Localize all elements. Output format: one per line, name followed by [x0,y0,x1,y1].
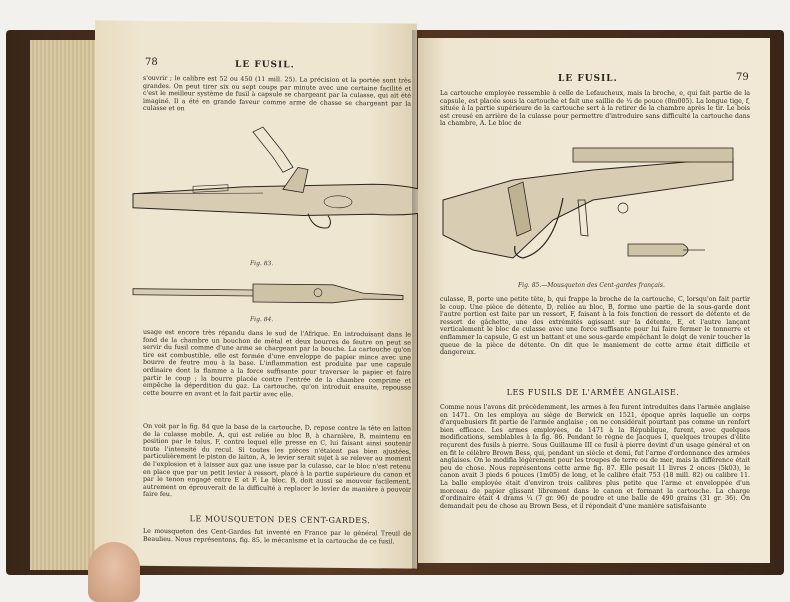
fig85-caption: Fig. 85.—Mousqueton des Cent-gardes français. [518,282,665,289]
running-head: LE FUSIL. [558,74,618,84]
paragraph-bottom: Comme nous l'avons dit précédemment, les armes à feu furent introduites dans l'armée anglaise en 1471. On les employa au siège de Berwick en 1521, époque après laquelle un corps d'arquebusiers fit partie de l'armée anglaise ; on ne considérait pourtant pas comme un renfort bien efficace. Les armes employées, de 1471 à la République, furent, avec quelques modifications, semblables à la fig. 86. Pendant le règne de Jacques I, quelques troupes d'élite reçurent des fusils à pierre. Sous Guillaume III ce fusil à pierre devint d'un usage général et on en fit le célèbre Brown Bess, qui, pendant un siècle et demi, fut l'arme d'ordonnance des armées anglaises. On le modifia légèrement pour les troupes de terre ou de mer, mais la différence était peu de chose. Nous représentons cette arme fig. 87. Elle pesait 11 livres 2 onces (5k03), le canon avait 3 pieds 6 pouces (1m05) de long, et le calibre était 753 (18 mill. 82) ou calibre 11. La balle employée était d'environ trois calibres plus petite que l'arme et enveloppée d'un morceau de papier glissant librement dans le canon et formant la cartouche. La charge d'ordinaire était 4 drams ¼ (7 gr. 96) de poudre et une balle de 490 grains (31 gr. 36). On demandait peu de chose au Brown Bess, et il répondait d'une manière satisfaisante [440,404,750,510]
fig83-label: Fig. 83. [250,259,274,268]
page-number: 79 [736,72,749,83]
fig84-label: Fig. 84. [250,315,274,324]
paragraph-middle: culasse, B, porte une petite tête, b, qui frappe la broche de la cartouche, C, lorsqu'on fait partir le coup. Une pièce de détente, D, reliée au bloc, B, forme une partie de la sous-garde dont l'autre portion est faite par un ressort, F, faisant à la fois fonction de ressort de détente et de ressort de gâchette, une des extrémités agissant sur la détente, E, et l'autre lançant verticalement le bloc de culasse avec une force suffisante pour lui faire fermer le tonnerre et enflammer la capsule, G est un battant et une sous-garde empêchant le doigt de venir toucher la queue de la pièce de détente. On dit que le maniement de cette arme était difficile et dangereux. [440,296,750,357]
paragraph-top: s'ouvrir ; le calibre est 52 ou 450 (11 mill. 25). La précision et la portée sont très grandes. On peut tirer six ou sept coups par minute avec une certaine facilité et c'est le meilleur système de fusil à capsule se chargeant par la culasse, qui ait été imaginé. Il a été en grande faveur comme arme de chasse se chargeant par la culasse et on [143,74,411,113]
paragraph-lower: On voit par la fig. 84 que la base de la cartouche, D, repose contre la tête en laiton de la culasse mobile, A, qui est reliée au bloc B, à charnière, B, maintenu en position par le talus, F, contre lequel elle presse en C, lui faisant ainsi soutenir toute l'intensité du recul. Si toutes les pièces n'étaient pas bien ajustées, particulièrement le piston de laiton, A, le levier serait sujet à se relever au moment de l'explosion et à laisser aux gaz une issue par la culasse, car le bloc n'est retenu en place que par un petit levier à ressort, placé à la partie supérieure du canon et par le tenon engagé entre E et F. Le bloc, B, doit aussi se mouvoir facilement, autrement on éprouverait de la difficulté à replacer le levier de manière à pouvoir faire feu. [143,422,411,499]
page-number: 78 [145,56,158,68]
fig85-mousqueton-illustration [443,140,733,280]
fig84-breech-illustration [133,279,413,312]
paragraph-top: La cartouche employée ressemble à celle de Lefaucheux, mais la broche, e, qui fait partie de la capsule, est placée sous la cartouche et fait une saillie de ¼ de pouce (0m005). La longue tige, f, située à la partie supérieure de la cartouche sert à la retirer de la chambre après le tir. Le bois est creusé en arrière de la culasse pour permettre d'introduire sans difficulté la cartouche dans la chambre, A. Le bloc de [440,90,750,128]
paragraph-bottom: Le mousqueton des Cent-Gardes fut inventé en France par le général Treuil de Beaulieu. Nous représentons, fig. 85, le mécanisme et la cartouche de ce fusil. [143,527,411,546]
section-title: LES FUSILS DE L'ARMÉE ANGLAISE. [506,388,680,397]
fig83-rifle-illustration [133,116,433,239]
right-page [418,38,770,563]
running-head: LE FUSIL. [235,59,295,71]
page-stack-edges [30,40,100,570]
paragraph-middle: usage est encore très répandu dans le sud de l'Afrique. En introduisant dans le fond de la chambre un bouchon de métal et deux bourres de feutre on peut se servir du fusil comme d'une arme se chargeant par la bouche. La cartouche qu'on tire est combustible, elle est formée d'une enveloppe de papier mince avec une bourre de feutre mou à la base. L'inflammation est produite par une capsule ordinaire dont la flamme a la force suffisante pour traverser le papier et faire partir le coup ; la bourre placée contre l'entrée de la chambre comprime et empêche la déperdition du gaz. La cartouche, qu'on introduit ensuite, repousse cette bourre en avant et la fait partir avec elle. [143,328,411,399]
thumb [88,542,140,602]
section-title: LE MOUSQUETON DES CENT-GARDES. [189,514,371,526]
left-page [95,20,417,568]
